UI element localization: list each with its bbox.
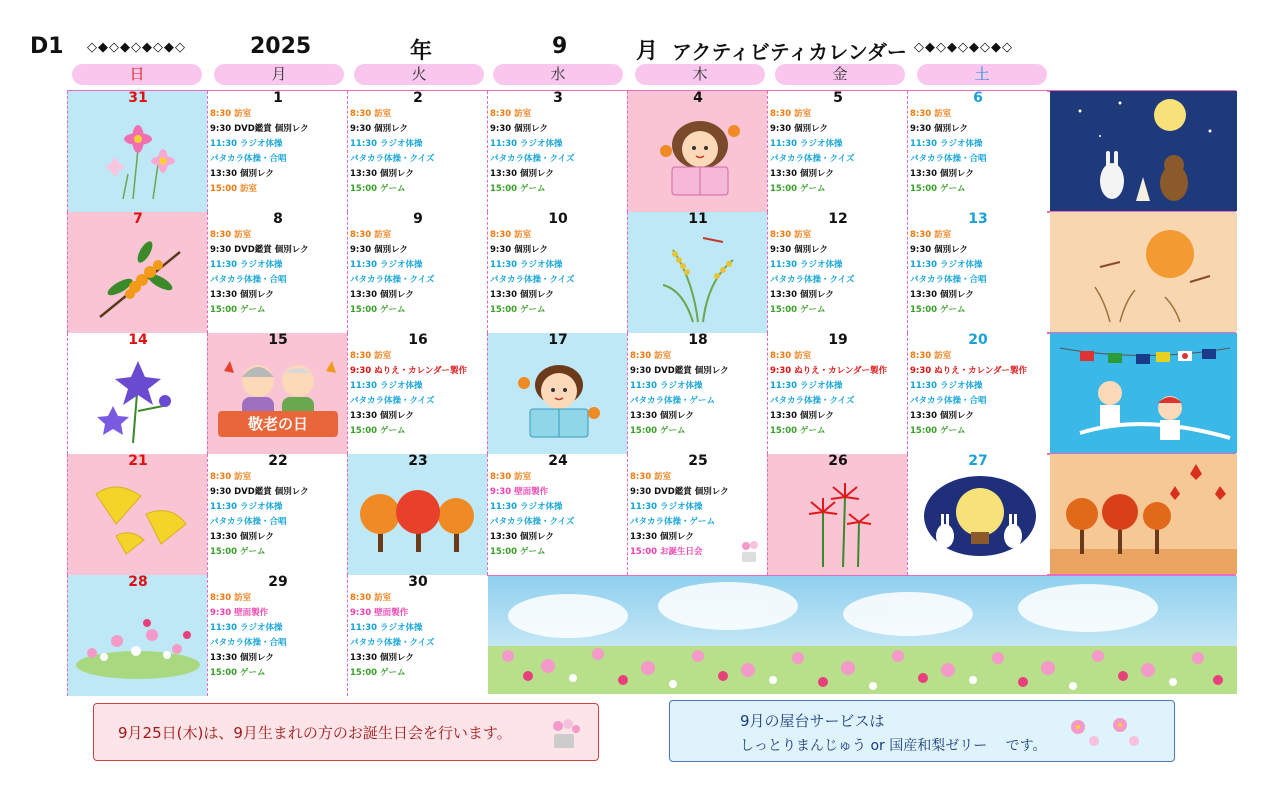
schedule-item: 11:30 ラジオ体操: [350, 623, 423, 633]
day-number: 6: [973, 91, 983, 106]
weekday-fri: 金: [775, 64, 905, 85]
schedule-item: 8:30 訪室: [210, 109, 252, 119]
cosmos-flower-icon: [93, 109, 183, 204]
schedule-item: 9:30 個別レク: [350, 124, 408, 134]
day-cell-2: [347, 91, 487, 212]
schedule-item: 15:00 ゲーム: [630, 426, 686, 436]
schedule-item: 15:00 ゲーム: [490, 547, 546, 557]
header-diamonds-left: ◇◆◇◆◇◆◇◆◇: [87, 40, 186, 55]
day-number: 31: [128, 91, 148, 106]
schedule-item: 9:30 壁面製作: [490, 487, 549, 497]
schedule-item: 15:00 ゲーム: [910, 184, 966, 194]
day-cell-7: [67, 212, 207, 333]
schedule-item: 9:30 ぬりえ・カレンダー製作: [910, 366, 1028, 376]
autumn-trees-icon: [356, 482, 481, 557]
schedule-item: 11:30 ラジオ体操: [210, 260, 283, 270]
day-cell-17: [487, 333, 627, 454]
schedule-item: 11:30 ラジオ体操: [350, 139, 423, 149]
schedule-item: パタカラ体操・クイズ: [490, 517, 575, 527]
schedule-list: [770, 107, 906, 197]
schedule-list: [910, 228, 1046, 318]
schedule-item: パタカラ体操・クイズ: [350, 638, 435, 648]
schedule-item: 9:30 DVD鑑賞 個別レク: [210, 245, 309, 255]
schedule-item: 9:30 個別レク: [910, 124, 968, 134]
day-cell-10: [487, 212, 627, 333]
schedule-item: 9:30 ぬりえ・カレンダー製作: [350, 366, 468, 376]
boy-reading-icon: [514, 353, 604, 445]
schedule-item: 8:30 訪室: [630, 351, 672, 361]
schedule-item: 8:30 訪室: [910, 230, 952, 240]
schedule-item: 11:30 ラジオ体操: [910, 260, 983, 270]
schedule-item: 13:30 個別レク: [770, 290, 834, 300]
day-cell-14: [67, 333, 207, 454]
weekday-thu: 木: [635, 64, 765, 85]
schedule-item: 9:30 個別レク: [490, 245, 548, 255]
schedule-item: 11:30 ラジオ体操: [210, 139, 283, 149]
weekday-sun: 日: [72, 64, 202, 85]
schedule-item: 15:00 ゲーム: [770, 426, 826, 436]
day-cell-21: [67, 454, 207, 575]
weekday-tue: 火: [354, 64, 484, 85]
day-cell-8: [207, 212, 347, 333]
day-number: 1: [273, 91, 283, 106]
day-cell-22: [207, 454, 347, 575]
schedule-list: [490, 107, 626, 197]
schedule-list: [910, 349, 1046, 439]
schedule-item: 13:30 個別レク: [770, 169, 834, 179]
schedule-item: パタカラ体操・クイズ: [770, 154, 855, 164]
schedule-list: [490, 228, 626, 318]
schedule-item: パタカラ体操・クイズ: [350, 154, 435, 164]
day-cell-18: [627, 333, 767, 454]
day-cell-20: [907, 333, 1047, 454]
day-number: 20: [968, 333, 988, 348]
schedule-list: [490, 470, 626, 560]
weekday-wed: 水: [493, 64, 623, 85]
day-number: 8: [273, 212, 283, 227]
schedule-item: 13:30 個別レク: [910, 290, 974, 300]
schedule-item: 11:30 ラジオ体操: [770, 381, 843, 391]
day-number: 25: [688, 454, 708, 469]
day-number: 16: [408, 333, 428, 348]
schedule-item: 9:30 個別レク: [350, 245, 408, 255]
schedule-item: 9:30 DVD鑑賞 個別レク: [630, 366, 729, 376]
osmanthus-flower-icon: [90, 232, 190, 322]
schedule-list: [210, 470, 346, 560]
schedule-item: 15:00 ゲーム: [490, 184, 546, 194]
weekday-sat: 土: [917, 64, 1047, 85]
schedule-item: 8:30 訪室: [770, 230, 812, 240]
day-number: 30: [408, 575, 428, 590]
schedule-list: [770, 228, 906, 318]
schedule-item: 11:30 ラジオ体操: [490, 502, 563, 512]
schedule-list: [210, 107, 346, 197]
red-spider-lily-icon: [793, 472, 883, 570]
schedule-item: 15:00 ゲーム: [350, 305, 406, 315]
schedule-item: 15:00 ゲーム: [350, 668, 406, 678]
cosmos-flowers-icon: [1064, 713, 1144, 753]
schedule-item: 13:30 個別レク: [210, 290, 274, 300]
schedule-item: 15:00 ゲーム: [350, 426, 406, 436]
day-cell-5: [767, 91, 907, 212]
cosmos-field-banner: [488, 576, 1237, 694]
schedule-item: 15:00 訪室: [210, 184, 258, 194]
schedule-item: パタカラ体操・合唱: [210, 638, 287, 648]
day-number: 15: [268, 333, 288, 348]
rice-ears-icon: [653, 230, 748, 325]
day-number: 27: [968, 454, 988, 469]
schedule-item: 8:30 訪室: [770, 351, 812, 361]
day-number: 26: [828, 454, 848, 469]
schedule-item: パタカラ体操・合唱: [210, 154, 287, 164]
day-number: 5: [833, 91, 843, 106]
schedule-item: 13:30 個別レク: [770, 411, 834, 421]
day-number: 4: [693, 91, 703, 106]
day-number: 28: [128, 575, 148, 590]
schedule-item: 11:30 ラジオ体操: [350, 260, 423, 270]
schedule-item: 13:30 個別レク: [350, 290, 414, 300]
schedule-item: パタカラ体操・クイズ: [770, 275, 855, 285]
header-diamonds-right: ◇◆◇◆◇◆◇◆◇: [914, 40, 1013, 55]
schedule-item: 11:30 ラジオ体操: [490, 260, 563, 270]
schedule-item: 8:30 訪室: [630, 472, 672, 482]
schedule-item: 15:00 ゲーム: [910, 426, 966, 436]
header-year-unit: 年: [410, 39, 433, 64]
schedule-item: パタカラ体操・クイズ: [350, 396, 435, 406]
schedule-list: [350, 228, 486, 318]
yatai-notice-title: 9月の屋台サービスは: [740, 712, 885, 730]
schedule-item: 9:30 壁面製作: [350, 608, 409, 618]
ginkgo-leaves-icon: [86, 474, 196, 564]
schedule-item: 11:30 ラジオ体操: [210, 502, 283, 512]
schedule-item: 13:30 個別レク: [910, 169, 974, 179]
day-cell-24: [487, 454, 627, 575]
header-month: 9: [552, 34, 568, 59]
schedule-item: 11:30 ラジオ体操: [910, 381, 983, 391]
schedule-item: パタカラ体操・クイズ: [490, 275, 575, 285]
birthday-notice-text: 9月25日(木)は、9月生まれの方のお誕生日会を行います。: [118, 724, 512, 742]
schedule-item: 15:00 ゲーム: [210, 305, 266, 315]
schedule-item: パタカラ体操・クイズ: [490, 154, 575, 164]
schedule-item: 13:30 個別レク: [630, 532, 694, 542]
schedule-item: 13:30 個別レク: [910, 411, 974, 421]
day-cell-16: [347, 333, 487, 454]
day-number: 24: [548, 454, 568, 469]
schedule-item: 15:00 ゲーム: [490, 305, 546, 315]
day-cell-29: [207, 575, 347, 696]
schedule-item: 9:30 DVD鑑賞 個別レク: [210, 487, 309, 497]
schedule-item: 9:30 個別レク: [490, 124, 548, 134]
schedule-item: 13:30 個別レク: [490, 532, 554, 542]
schedule-item: 11:30 ラジオ体操: [630, 502, 703, 512]
schedule-item: 8:30 訪室: [490, 472, 532, 482]
schedule-item: 8:30 訪室: [350, 109, 392, 119]
flower-watering-can-icon: [736, 538, 764, 566]
day-cell-3: [487, 91, 627, 212]
schedule-item: 15:00 ゲーム: [210, 547, 266, 557]
schedule-item: 11:30 ラジオ体操: [770, 260, 843, 270]
day-cell-4: [627, 91, 767, 212]
schedule-item: 11:30 ラジオ体操: [770, 139, 843, 149]
sunset-dragonflies-illustration: [1050, 212, 1237, 332]
day-cell-31: [67, 91, 207, 212]
schedule-list: [350, 591, 486, 681]
day-number: 3: [553, 91, 563, 106]
day-number: 2: [413, 91, 423, 106]
day-cell-9: [347, 212, 487, 333]
schedule-item: 11:30 ラジオ体操: [630, 381, 703, 391]
cosmos-field-icon: [72, 605, 204, 685]
schedule-item: 15:00 ゲーム: [910, 305, 966, 315]
schedule-item: 13:30 個別レク: [630, 411, 694, 421]
schedule-item: パタカラ体操・クイズ: [350, 275, 435, 285]
schedule-list: [350, 349, 486, 439]
schedule-item: 13:30 個別レク: [210, 653, 274, 663]
day-cell-1: [207, 91, 347, 212]
day-number: 29: [268, 575, 288, 590]
autumn-maple-illustration: [1050, 454, 1237, 574]
day-cell-28: [67, 575, 207, 696]
day-cell-13: [907, 212, 1047, 333]
schedule-item: 9:30 個別レク: [910, 245, 968, 255]
day-number: 21: [128, 454, 148, 469]
yatai-notice-body: しっとりまんじゅう or 国産和梨ゼリー です。: [740, 738, 1047, 754]
day-number: 12: [828, 212, 848, 227]
day-number: 18: [688, 333, 708, 348]
schedule-item: 15:00 ゲーム: [770, 184, 826, 194]
girl-reading-icon: [656, 111, 744, 203]
day-number: 19: [828, 333, 848, 348]
day-number: 22: [268, 454, 288, 469]
weekday-mon: 月: [214, 64, 344, 85]
schedule-item: パタカラ体操・クイズ: [770, 396, 855, 406]
holiday-label: 敬老の日: [218, 411, 338, 437]
day-number: 10: [548, 212, 568, 227]
bellflower-icon: [93, 351, 183, 446]
schedule-item: 9:30 ぬりえ・カレンダー製作: [770, 366, 888, 376]
day-cell-6: [907, 91, 1047, 212]
moon-rabbits-icon: [923, 474, 1038, 559]
schedule-list: [630, 349, 766, 439]
schedule-item: 15:00 お誕生日会: [630, 547, 703, 557]
flower-watering-can-icon: [546, 716, 586, 752]
calendar-title: アクティビティカレンダー: [672, 40, 907, 64]
schedule-item: 8:30 訪室: [350, 593, 392, 603]
schedule-item: パタカラ体操・合唱: [210, 275, 287, 285]
schedule-item: 8:30 訪室: [350, 230, 392, 240]
schedule-item: 11:30 ラジオ体操: [350, 381, 423, 391]
day-cell-23: [347, 454, 487, 575]
schedule-item: 13:30 個別レク: [210, 169, 274, 179]
day-cell-15: [207, 333, 347, 454]
schedule-item: パタカラ体操・合唱: [910, 275, 987, 285]
schedule-item: 8:30 訪室: [910, 351, 952, 361]
schedule-list: [210, 228, 346, 318]
day-cell-30: [347, 575, 487, 696]
day-cell-27: [907, 454, 1047, 575]
schedule-item: パタカラ体操・合唱: [910, 154, 987, 164]
schedule-list: [770, 349, 906, 439]
schedule-item: 8:30 訪室: [210, 230, 252, 240]
schedule-item: 13:30 個別レク: [210, 532, 274, 542]
schedule-item: 13:30 個別レク: [490, 169, 554, 179]
day-number: 23: [408, 454, 428, 469]
day-cell-12: [767, 212, 907, 333]
schedule-item: 13:30 個別レク: [350, 411, 414, 421]
day-cell-11: [627, 212, 767, 333]
schedule-item: 11:30 ラジオ体操: [910, 139, 983, 149]
schedule-item: 8:30 訪室: [490, 109, 532, 119]
day-cell-26: [767, 454, 907, 575]
schedule-item: 15:00 ゲーム: [210, 668, 266, 678]
schedule-item: 9:30 個別レク: [770, 124, 828, 134]
day-number: 13: [968, 212, 988, 227]
schedule-item: 9:30 DVD鑑賞 個別レク: [210, 124, 309, 134]
schedule-item: パタカラ体操・ゲーム: [630, 517, 716, 527]
schedule-item: 13:30 個別レク: [350, 653, 414, 663]
schedule-item: 13:30 個別レク: [350, 169, 414, 179]
day-number: 7: [133, 212, 143, 227]
schedule-item: 9:30 DVD鑑賞 個別レク: [630, 487, 729, 497]
schedule-item: 13:30 個別レク: [490, 290, 554, 300]
header-year: 2025: [250, 34, 312, 59]
schedule-item: 8:30 訪室: [910, 109, 952, 119]
moon-viewing-illustration: [1050, 91, 1237, 211]
schedule-item: 8:30 訪室: [490, 230, 532, 240]
schedule-item: 11:30 ラジオ体操: [490, 139, 563, 149]
schedule-item: 8:30 訪室: [210, 472, 252, 482]
schedule-item: 8:30 訪室: [210, 593, 252, 603]
day-number: 11: [688, 212, 708, 227]
schedule-item: 8:30 訪室: [770, 109, 812, 119]
birthday-notice: [93, 703, 599, 761]
schedule-item: パタカラ体操・合唱: [910, 396, 987, 406]
calendar-code: D1: [30, 34, 64, 59]
schedule-list: [210, 591, 346, 681]
schedule-item: 15:00 ゲーム: [350, 184, 406, 194]
day-number: 9: [413, 212, 423, 227]
schedule-item: 9:30 壁面製作: [210, 608, 269, 618]
day-number: 14: [128, 333, 148, 348]
schedule-item: 11:30 ラジオ体操: [210, 623, 283, 633]
day-cell-25: [627, 454, 767, 575]
sports-day-illustration: [1050, 333, 1237, 453]
day-number: 17: [548, 333, 568, 348]
schedule-item: 9:30 個別レク: [770, 245, 828, 255]
yatai-notice: [669, 700, 1175, 762]
schedule-list: [910, 107, 1046, 197]
header-month-unit: 月: [636, 39, 659, 64]
day-cell-19: [767, 333, 907, 454]
schedule-item: 8:30 訪室: [350, 351, 392, 361]
schedule-list: [350, 107, 486, 197]
schedule-item: 15:00 ゲーム: [770, 305, 826, 315]
schedule-item: パタカラ体操・合唱: [210, 517, 287, 527]
schedule-item: パタカラ体操・ゲーム: [630, 396, 716, 406]
